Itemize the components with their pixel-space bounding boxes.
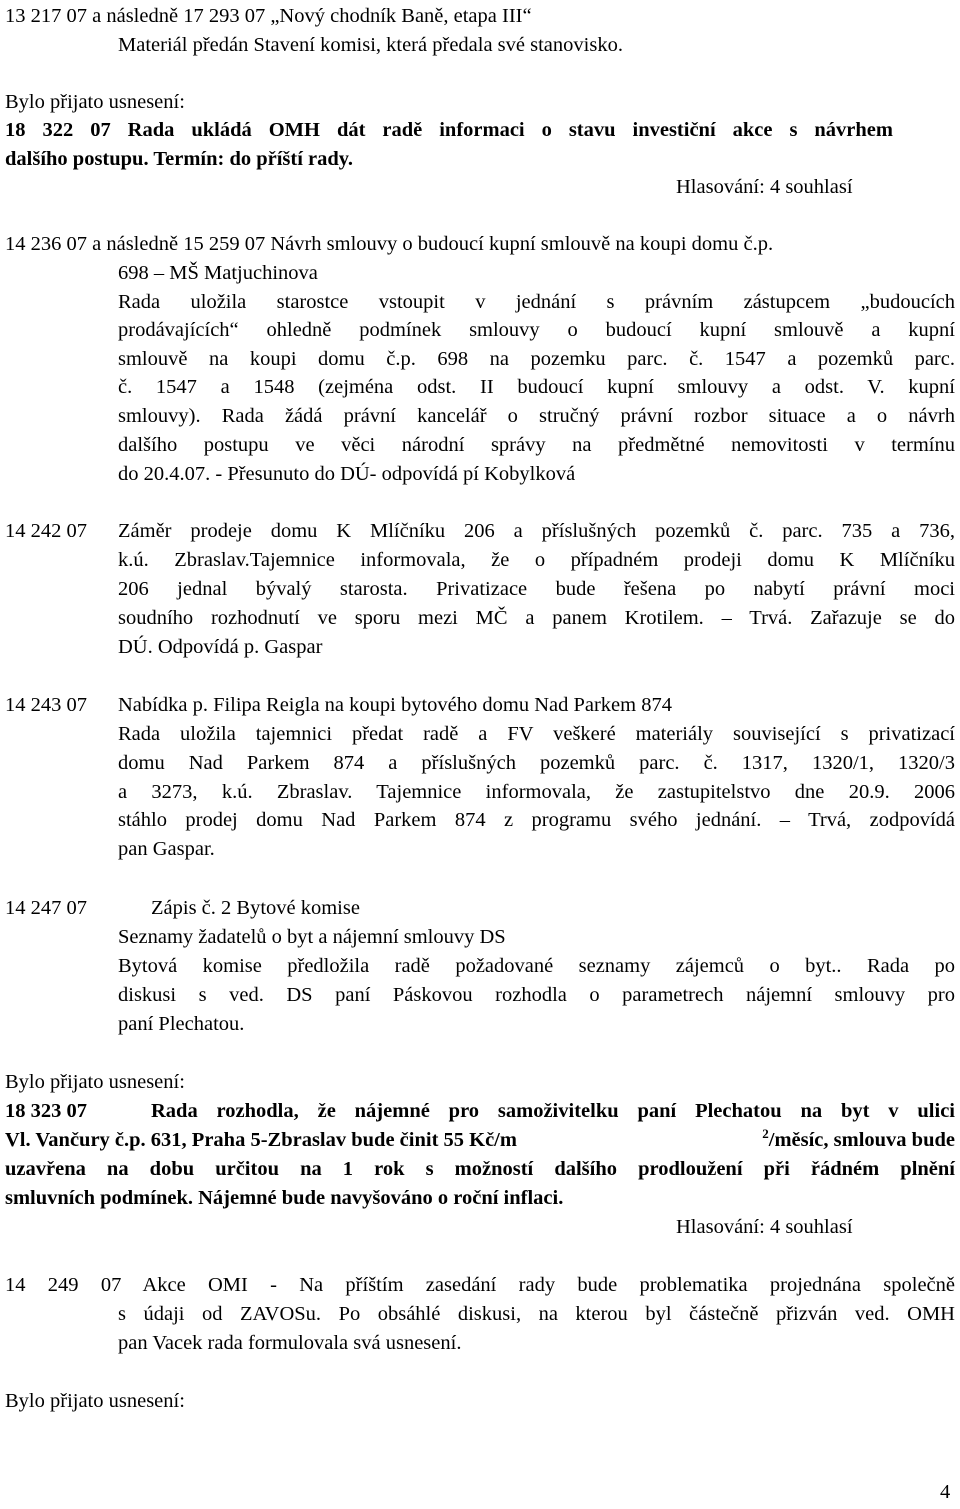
item-number: 14 247 07: [5, 897, 87, 919]
item-14247-text: Bytová komise předložila radě požadované seznamy zájemců o byt.. Rada po: [118, 955, 955, 977]
item-14243-text: domu Nad Parkem 874 a příslušných pozemků parc. č. 1317, 1320/1, 1320/3: [118, 752, 955, 774]
item-14242-text: 206 jednal bývalý starosta. Privatizace bude řešena po nabytí právní moci: [118, 578, 955, 600]
item-14236-text: prodávajících“ ohledně podmínek smlouvy o budoucí kupní smlouvě a kupní: [118, 319, 955, 341]
item-14249-text: pan Vacek rada formulovala svá usnesení.: [118, 1332, 462, 1354]
item-14242-heading: Záměr prodeje domu K Mlíčníku 206 a příslušných pozemků č. parc. 735 a 736,: [118, 520, 955, 542]
resolution-18322-text: dalšího postupu. Termín: do příští rady.: [5, 148, 354, 170]
item-14236-heading: 14 236 07 a následně 15 259 07 Návrh smlouvy o budoucí kupní smlouvě na koupi domu č.p.: [5, 233, 774, 255]
item-14249-text: s údaji od ZAVOSu. Po obsáhlé diskusi, na kterou byl částečně přizván ved. OMH: [118, 1303, 955, 1325]
resolution-18323-text: uzavřena na dobu určitou na 1 rok s možností dalšího prodloužení při řádném plnění: [5, 1158, 955, 1180]
item-14236-text: Rada uložila starostce vstoupit v jednání s právním zástupcem „budoucích: [118, 291, 955, 313]
resolution-label: Bylo přijato usnesení:: [5, 1071, 185, 1093]
resolution-18323-text: smluvních podmínek. Nájemné bude navyšováno o roční inflaci.: [5, 1187, 564, 1209]
vote-result: Hlasování: 4 souhlasí: [676, 176, 853, 198]
item-14243-text: a 3273, k.ú. Zbraslav. Tajemnice informovala, že zastupitelstvo dne 20.9. 2006: [118, 781, 955, 803]
item-14242-text: DÚ. Odpovídá p. Gaspar: [118, 636, 323, 658]
item-14243-text: pan Gaspar.: [118, 838, 215, 860]
item-14236-text: dalšího postupu ve věci národní správy na předmětné nemovitosti v termínu: [118, 434, 955, 456]
resolution-18323-text-part: Vl. Vančury č.p. 631, Praha 5-Zbraslav bude činit 55 Kč/m: [5, 1129, 517, 1151]
item-14247-heading: Zápis č. 2 Bytové komise: [151, 897, 360, 919]
item-14236-text: smlouvě na koupi domu č.p. 698 na pozemku parc. č. 1547 a pozemků parc.: [118, 348, 955, 370]
item-number: 14 242 07: [5, 520, 87, 542]
superscript: 2: [762, 1126, 769, 1142]
item-14243-heading: Nabídka p. Filipa Reigla na koupi bytového domu Nad Parkem 874: [118, 694, 672, 716]
item-14243-text: stáhlo prodej domu Nad Parkem 874 z programu svého jednání. – Trvá, zodpovídá: [118, 809, 955, 831]
resolution-number: 18 323 07: [5, 1100, 87, 1122]
item-14243-text: Rada uložila tajemnici předat radě a FV veškeré materiály související s privatizací: [118, 723, 955, 745]
item-14236-text: smlouvy). Rada žádá právní kancelář o stručný právní rozbor situace a o návrh: [118, 405, 955, 427]
item-14236-subtitle: 698 – MŠ Matjuchinova: [118, 262, 318, 284]
resolution-label: Bylo přijato usnesení:: [5, 91, 185, 113]
resolution-18323-text-part: /měsíc, smlouva bude: [768, 1129, 955, 1151]
item-14247-text: paní Plechatou.: [118, 1013, 245, 1035]
resolution-18322-text: 18 322 07 Rada ukládá OMH dát radě informaci o stavu investiční akce s návrhem: [5, 119, 893, 141]
resolution-label: Bylo přijato usnesení:: [5, 1390, 185, 1412]
item-14249-heading: 14 249 07 Akce OMI - Na příštím zasedání rady bude problematika projednána společně: [5, 1274, 955, 1296]
item-14236-text: do 20.4.07. - Přesunuto do DÚ- odpovídá pí Kobylková: [118, 463, 576, 485]
item-number: 14 243 07: [5, 694, 87, 716]
item-13217-heading: 13 217 07 a následně 17 293 07 „Nový chodník Baně, etapa III“: [5, 5, 532, 27]
resolution-18323-text: [5, 1128, 955, 1152]
resolution-18323-text: Rada rozhodla, že nájemné pro samoživitelku paní Plechatou na byt v ulici: [151, 1100, 955, 1122]
item-14242-text: soudního rozhodnutí ve sporu mezi MČ a panem Krotilem. – Trvá. Zařazuje se do: [118, 607, 955, 629]
vote-result: Hlasování: 4 souhlasí: [676, 1216, 853, 1238]
page-number: 4: [940, 1481, 951, 1503]
item-14247-subtitle: Seznamy žadatelů o byt a nájemní smlouvy DS: [118, 926, 506, 948]
resolution-18323-text-part: [762, 1128, 955, 1152]
item-14247-text: diskusi s ved. DS paní Páskovou rozhodla o parametrech nájemní smlouvy pro: [118, 984, 955, 1006]
item-14242-text: k.ú. Zbraslav.Tajemnice informovala, že o případném prodeji domu K Mlíčníku: [118, 549, 955, 571]
item-14236-text: č. 1547 a 1548 (zejména odst. II budoucí kupní smlouvy a odst. V. kupní: [118, 376, 955, 398]
item-13217-text: Materiál předán Stavení komisi, která předala své stanovisko.: [118, 34, 623, 56]
